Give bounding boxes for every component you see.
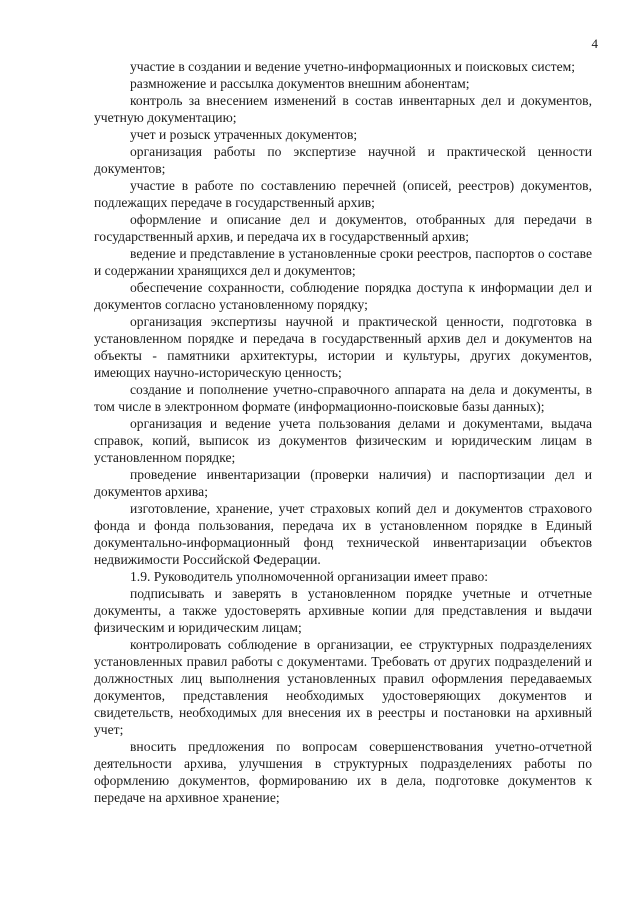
paragraph: создание и пополнение учетно-справочного аппарата на дела и документы, в том числе в электронном формате (информационно-поисковые базы данных); [94,382,592,414]
paragraph: оформление и описание дел и документов, отобранных для передачи в государственный архив, и передача их в государственный архив; [94,212,592,244]
paragraph: подписывать и заверять в установленном порядке учетные и отчетные документы, а также удостоверять архивные копии для представления и выдачи физическим и юридическим лицам; [94,586,592,635]
paragraph: организация и ведение учета пользования делами и документами, выдача справок, копий, выписок из документов физическим и юридическим лицам в установленном порядке; [94,416,592,465]
paragraph: проведение инвентаризации (проверки наличия) и паспортизации дел и документов архива; [94,467,592,499]
paragraph: участие в создании и ведение учетно-информационных и поисковых систем; [130,59,576,74]
paragraph: ведение и представление в установленные сроки реестров, паспортов о составе и содержании хранящихся дел и документов; [94,246,592,278]
paragraph: изготовление, хранение, учет страховых копий дел и документов страхового фонда и фонда пользования, передача их в установленном порядке в Единый документально-информационный фонд технической инвентаризации объектов недвижимости Российской Федерации. [94,501,592,567]
page-number: 4 [591,36,598,51]
paragraph: организация экспертизы научной и практической ценности, подготовка в установленном порядке и передача в государственный архив дел и документов на объекты - памятники архитектуры, истории и культуры, других документов, имеющих научно-историческую ценность; [94,314,592,380]
paragraph: участие в работе по составлению перечней (описей, реестров) документов, подлежащих передаче в государственный архив; [94,178,592,210]
document-body [94,58,592,806]
paragraph: организация работы по экспертизе научной и практической ценности документов; [94,144,592,176]
section-heading: 1.9. Руководитель уполномоченной организации имеет право: [130,569,489,584]
paragraph: размножение и рассылка документов внешним абонентам; [130,76,470,91]
paragraph: контроль за внесением изменений в состав инвентарных дел и документов, учетную документацию; [94,93,592,125]
paragraph: учет и розыск утраченных документов; [130,127,358,142]
paragraph: обеспечение сохранности, соблюдение порядка доступа к информации дел и документов согласно установленному порядку; [94,280,592,312]
paragraph: вносить предложения по вопросам совершенствования учетно-отчетной деятельности архива, улучшения в структурных подразделениях работы по оформлению документов, формированию их в дела, подготовке документов к передаче на архивное хранение; [94,739,592,805]
paragraph: контролировать соблюдение в организации, ее структурных подразделениях установленных правил работы с документами. Требовать от других подразделений и должностных лиц выполнения установленных правил оформления передаваемых документов, представления необходимых удостоверяющих документов и свидетельств, необходимых для внесения их в реестры и постановки на архивный учет; [94,637,592,737]
